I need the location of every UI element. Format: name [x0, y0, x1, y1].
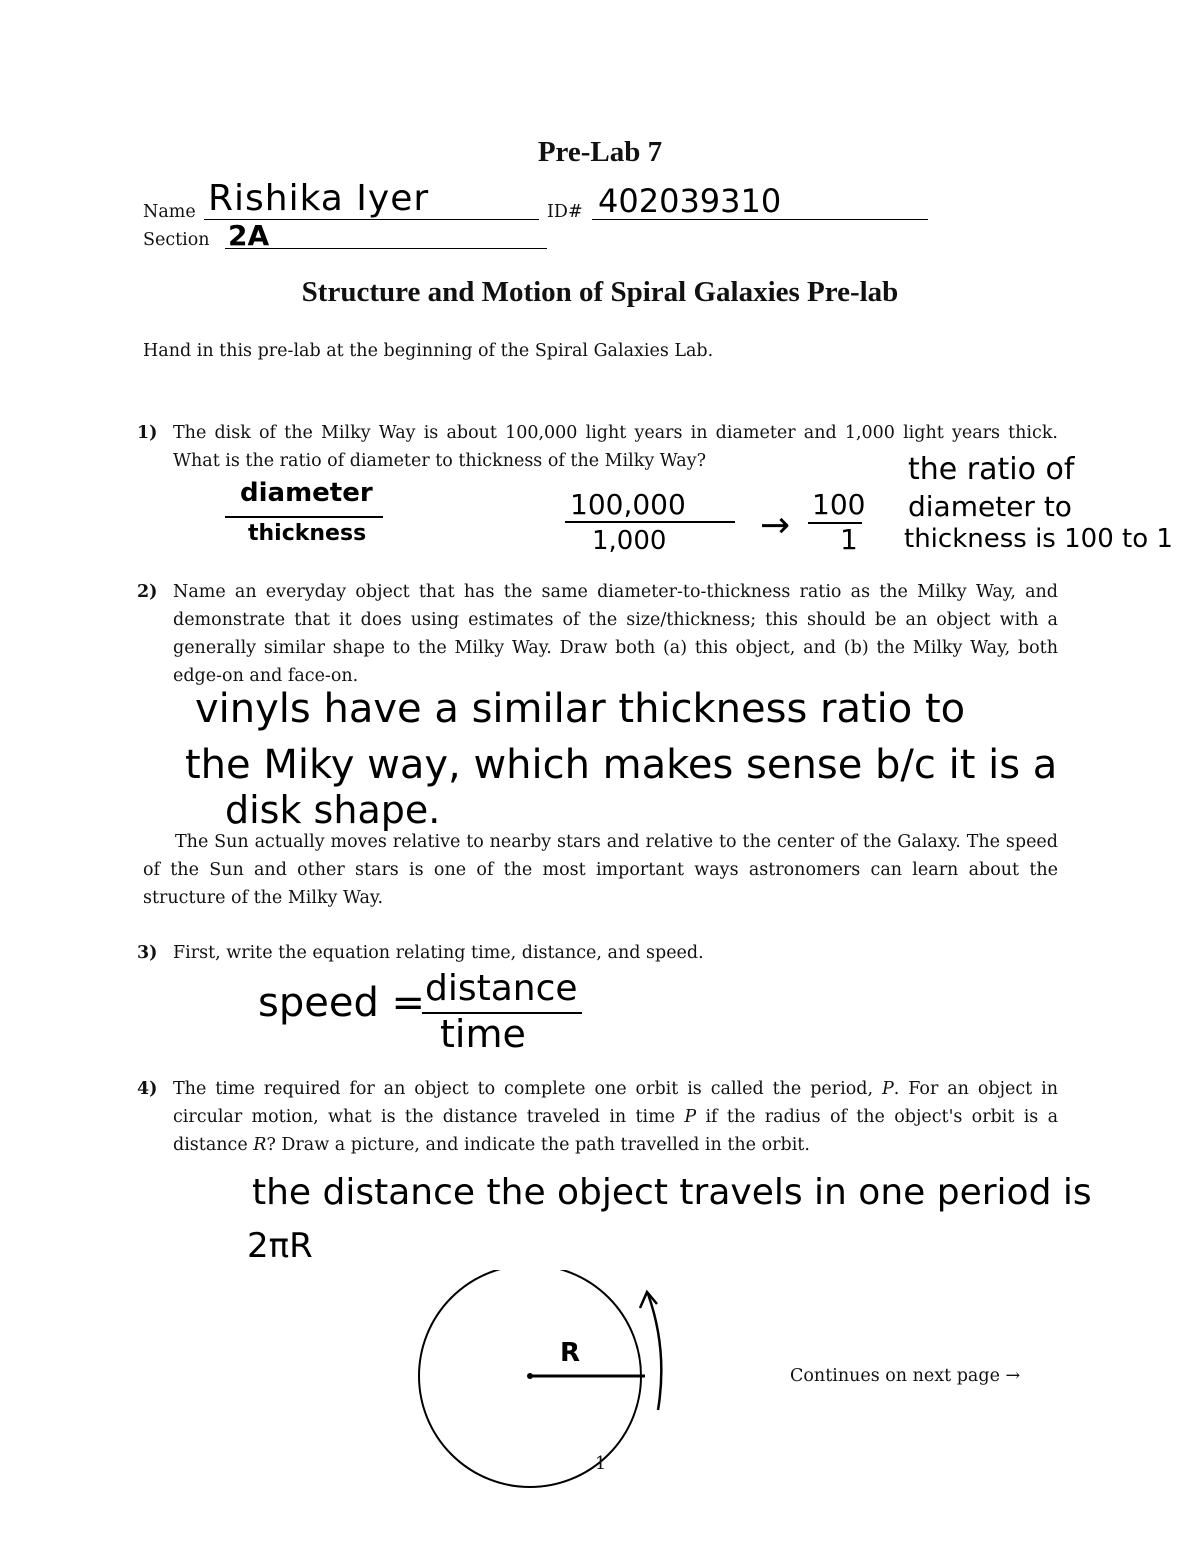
section-value: 2A	[228, 219, 270, 252]
question-4-text: The time required for an object to complete one orbit is called the period, P. For an object in circular motion, what is the distance traveled in time P if the radius of the object's orbit is a distance R? Draw a picture, and indicate the path travelled in the orbit.	[173, 1079, 1059, 1155]
id-value: 402039310	[598, 182, 782, 220]
orbit-diagram	[400, 1270, 700, 1500]
question-number: 2)	[137, 582, 158, 602]
center-dot	[527, 1373, 533, 1379]
equation-denominator: time	[440, 1012, 526, 1056]
direction-arrow-icon	[648, 1294, 661, 1410]
question-1-text: The disk of the Milky Way is about 100,000 light years in diameter and 1,000 light years thick. What is the ratio of diameter to thickness of the Milky Way?	[173, 423, 1058, 471]
answer-note-line: diameter to	[908, 490, 1072, 523]
continues-note: Continues on next page →	[790, 1366, 1021, 1386]
answer-fraction-denominator: thickness	[248, 521, 367, 546]
page-number: 1	[595, 1454, 607, 1474]
answer-line: the distance the object travels in one period is	[252, 1172, 1092, 1213]
answer-value-bar	[565, 521, 735, 523]
answer-ratio-numerator: 100	[812, 488, 866, 521]
answer-line: the Miky way, which makes sense b/c it is a	[185, 742, 1058, 788]
name-label: Name	[143, 202, 196, 222]
question-number: 1)	[137, 423, 158, 443]
equation-left: speed =	[258, 980, 426, 1026]
section-underline	[225, 248, 547, 249]
intro-text: Hand in this pre-lab at the beginning of the Spiral Galaxies Lab.	[143, 341, 714, 361]
answer-value-denominator: 1,000	[592, 526, 667, 556]
answer-line: vinyls have a similar thickness ratio to	[195, 686, 966, 732]
equation-numerator: distance	[425, 968, 578, 1009]
answer-note-line: the ratio of	[908, 452, 1075, 487]
question-number: 3)	[137, 943, 158, 963]
answer-line: 2πR	[247, 1226, 313, 1266]
section-heading: Structure and Motion of Spiral Galaxies Pre-lab	[301, 276, 899, 308]
question-2-text: Name an everyday object that has the same diameter-to-thickness ratio as the Milky Way, and demonstrate that it does using estimates of the size/thickness; this should be an object with a generally similar shape to the Milky Way. Draw both (a) this object, and (b) the Milky Way, both edge-on and face-on.	[173, 582, 1058, 686]
sun-paragraph: The Sun actually moves relative to nearby stars and relative to the center of the Galaxy. The speed of the Sun and other stars is one of the most important ways astronomers can learn about the structure of the Milky Way.	[143, 832, 1058, 908]
question-number: 4)	[137, 1079, 158, 1099]
arrowhead-icon	[640, 1292, 657, 1308]
answer-value-numerator: 100,000	[570, 488, 686, 521]
name-value: Rishika Iyer	[208, 178, 430, 219]
answer-ratio-denominator: 1	[840, 523, 858, 556]
answer-fraction-bar	[225, 516, 383, 518]
answer-line: disk shape.	[225, 788, 441, 832]
section-label: Section	[143, 230, 210, 250]
answer-fraction-numerator: diameter	[240, 478, 373, 508]
question-3-text: First, write the equation relating time, distance, and speed.	[173, 943, 704, 963]
arrow-icon: →	[760, 505, 791, 546]
radius-label: R	[560, 1338, 581, 1368]
id-label: ID#	[547, 202, 583, 222]
page-title: Pre-Lab 7	[537, 136, 663, 168]
answer-note-line: thickness is 100 to 1	[904, 524, 1173, 554]
